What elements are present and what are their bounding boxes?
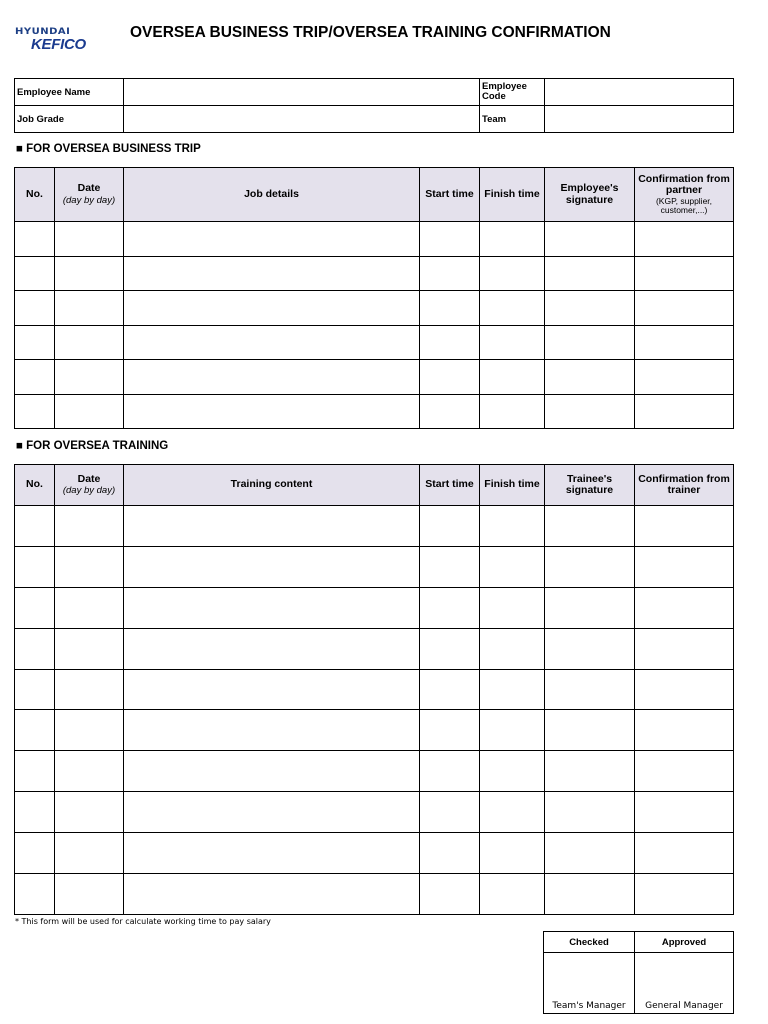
table-cell[interactable]	[635, 710, 734, 751]
col-confirmation-partner-note: (KGP, supplier, customer,...)	[655, 195, 713, 215]
table-cell[interactable]	[420, 874, 480, 915]
business-trip-heading: ■ FOR OVERSEA BUSINESS TRIP	[16, 143, 201, 155]
table-cell[interactable]	[55, 751, 124, 792]
table-cell[interactable]	[635, 360, 734, 395]
table-row	[15, 546, 734, 587]
employee-name-label: Employee Name	[15, 79, 124, 106]
table-cell[interactable]	[635, 833, 734, 874]
job-grade-field[interactable]	[124, 106, 480, 133]
table-cell[interactable]	[420, 394, 480, 429]
table-cell[interactable]	[15, 291, 55, 326]
company-logo-line2: KEFICO	[31, 36, 86, 53]
table-cell[interactable]	[55, 710, 124, 751]
table-cell[interactable]	[480, 669, 545, 710]
table-cell[interactable]	[480, 792, 545, 833]
table-cell[interactable]	[545, 833, 635, 874]
table-cell[interactable]	[635, 874, 734, 915]
table-cell[interactable]	[420, 546, 480, 587]
table-cell[interactable]	[635, 669, 734, 710]
employee-info-table	[14, 78, 734, 133]
table-cell[interactable]	[15, 360, 55, 395]
table-cell[interactable]	[124, 833, 420, 874]
table-cell[interactable]	[420, 291, 480, 326]
table-cell[interactable]	[545, 587, 635, 628]
table-cell[interactable]	[55, 874, 124, 915]
approval-table	[543, 931, 734, 1014]
job-grade-label: Job Grade	[15, 106, 124, 133]
table-cell[interactable]	[55, 669, 124, 710]
col-employee-signature: Employee's signature	[545, 168, 635, 222]
table-cell[interactable]	[480, 751, 545, 792]
table-row	[15, 874, 734, 915]
table-cell[interactable]	[545, 546, 635, 587]
table-row	[15, 291, 734, 326]
col-date	[55, 168, 124, 222]
col-no: No.	[15, 465, 55, 506]
table-cell[interactable]	[635, 751, 734, 792]
table-cell[interactable]	[420, 506, 480, 547]
table-cell[interactable]	[635, 546, 734, 587]
table-cell[interactable]	[480, 256, 545, 291]
table-cell[interactable]	[420, 587, 480, 628]
table-cell[interactable]	[545, 669, 635, 710]
col-confirmation-trainer: Confirmation from trainer	[635, 465, 734, 506]
employee-code-label: Employee Code	[480, 79, 545, 106]
table-cell[interactable]	[635, 792, 734, 833]
col-date-label: Date	[77, 472, 101, 485]
table-cell[interactable]	[420, 360, 480, 395]
table-cell[interactable]	[55, 325, 124, 360]
col-start-time: Start time	[420, 168, 480, 222]
table-cell[interactable]	[15, 628, 55, 669]
table-cell[interactable]	[55, 792, 124, 833]
table-cell[interactable]	[15, 874, 55, 915]
table-row	[15, 669, 734, 710]
table-cell[interactable]	[55, 394, 124, 429]
table-cell[interactable]	[15, 669, 55, 710]
business-trip-table	[14, 167, 734, 429]
col-date-label: Date	[77, 182, 101, 194]
table-cell[interactable]	[420, 751, 480, 792]
table-cell[interactable]	[635, 394, 734, 429]
table-cell[interactable]	[480, 291, 545, 326]
table-row	[15, 325, 734, 360]
col-confirmation-partner-label: Confirmation from partner	[638, 172, 730, 196]
employee-code-field[interactable]	[545, 79, 734, 106]
table-row	[15, 222, 734, 257]
team-field[interactable]	[545, 106, 734, 133]
table-cell[interactable]	[545, 506, 635, 547]
table-cell[interactable]	[124, 874, 420, 915]
table-cell[interactable]	[124, 546, 420, 587]
table-cell[interactable]	[15, 222, 55, 257]
table-cell[interactable]	[545, 710, 635, 751]
table-cell[interactable]	[55, 628, 124, 669]
table-cell[interactable]	[545, 325, 635, 360]
table-row	[15, 751, 734, 792]
training-heading: ■ FOR OVERSEA TRAINING	[16, 440, 169, 452]
training-table	[14, 464, 734, 915]
table-cell[interactable]	[124, 628, 420, 669]
table-cell[interactable]	[124, 587, 420, 628]
table-cell[interactable]	[545, 751, 635, 792]
table-cell[interactable]	[420, 222, 480, 257]
table-cell[interactable]	[545, 628, 635, 669]
table-cell[interactable]	[480, 833, 545, 874]
table-cell[interactable]	[15, 506, 55, 547]
table-cell[interactable]	[480, 506, 545, 547]
table-cell[interactable]	[55, 222, 124, 257]
table-cell[interactable]	[480, 325, 545, 360]
col-training-content: Training content	[124, 465, 420, 506]
table-cell[interactable]	[420, 792, 480, 833]
table-cell[interactable]	[635, 506, 734, 547]
col-no: No.	[15, 168, 55, 222]
table-cell[interactable]	[545, 222, 635, 257]
table-cell[interactable]	[55, 291, 124, 326]
table-cell[interactable]	[420, 833, 480, 874]
table-cell[interactable]	[55, 546, 124, 587]
table-cell[interactable]	[55, 506, 124, 547]
col-date-sub: (day by day)	[62, 194, 116, 206]
table-cell[interactable]	[124, 506, 420, 547]
table-cell[interactable]	[15, 792, 55, 833]
col-date-sub: (day by day)	[62, 485, 116, 496]
col-confirmation-partner	[635, 168, 734, 222]
table-row	[15, 710, 734, 751]
checked-label: Checked	[544, 932, 635, 953]
table-row	[15, 628, 734, 669]
col-finish-time: Finish time	[480, 465, 545, 506]
team-label: Team	[480, 106, 545, 133]
table-cell[interactable]	[480, 710, 545, 751]
company-logo-line1: HYUNDAI	[15, 27, 71, 37]
table-row	[15, 394, 734, 429]
col-job-details: Job details	[124, 168, 420, 222]
col-finish-time: Finish time	[480, 168, 545, 222]
table-cell[interactable]	[420, 710, 480, 751]
table-cell[interactable]	[55, 833, 124, 874]
table-cell[interactable]	[545, 291, 635, 326]
table-cell[interactable]	[124, 222, 420, 257]
table-cell[interactable]	[15, 587, 55, 628]
table-row	[15, 833, 734, 874]
table-cell[interactable]	[15, 833, 55, 874]
table-cell[interactable]	[545, 792, 635, 833]
table-cell[interactable]	[55, 587, 124, 628]
table-cell[interactable]	[420, 669, 480, 710]
table-row	[15, 360, 734, 395]
table-cell[interactable]	[124, 325, 420, 360]
table-cell[interactable]	[124, 710, 420, 751]
table-row	[15, 792, 734, 833]
team-manager-label: Team's Manager	[552, 1001, 626, 1011]
general-manager-label: General Manager	[645, 1001, 723, 1011]
table-cell[interactable]	[545, 394, 635, 429]
table-cell[interactable]	[124, 792, 420, 833]
col-date	[55, 465, 124, 506]
table-cell[interactable]	[124, 751, 420, 792]
table-cell[interactable]	[15, 256, 55, 291]
table-cell[interactable]	[15, 710, 55, 751]
table-cell[interactable]	[635, 222, 734, 257]
table-cell[interactable]	[55, 360, 124, 395]
table-cell[interactable]	[480, 360, 545, 395]
table-row	[15, 256, 734, 291]
table-row	[15, 587, 734, 628]
table-cell[interactable]	[545, 360, 635, 395]
table-cell[interactable]	[545, 874, 635, 915]
table-cell[interactable]	[480, 628, 545, 669]
approved-signature-box[interactable]	[635, 953, 734, 1014]
page-title: OVERSEA BUSINESS TRIP/OVERSEA TRAINING CONFIRMATION	[130, 24, 611, 41]
table-cell[interactable]	[635, 256, 734, 291]
table-cell[interactable]	[420, 325, 480, 360]
table-cell[interactable]	[635, 628, 734, 669]
col-trainee-signature: Trainee's signature	[545, 465, 635, 506]
table-cell[interactable]	[124, 394, 420, 429]
employee-name-field[interactable]	[124, 79, 480, 106]
table-cell[interactable]	[124, 291, 420, 326]
table-cell[interactable]	[480, 587, 545, 628]
approved-label: Approved	[635, 932, 734, 953]
table-cell[interactable]	[635, 587, 734, 628]
table-cell[interactable]	[480, 874, 545, 915]
table-cell[interactable]	[15, 325, 55, 360]
table-cell[interactable]	[545, 256, 635, 291]
table-cell[interactable]	[480, 222, 545, 257]
table-cell[interactable]	[480, 546, 545, 587]
table-cell[interactable]	[124, 669, 420, 710]
table-cell[interactable]	[124, 256, 420, 291]
table-cell[interactable]	[635, 325, 734, 360]
table-cell[interactable]	[420, 256, 480, 291]
table-cell[interactable]	[635, 291, 734, 326]
table-row	[15, 506, 734, 547]
table-cell[interactable]	[55, 256, 124, 291]
table-cell[interactable]	[15, 546, 55, 587]
checked-signature-box[interactable]	[544, 953, 635, 1014]
col-start-time: Start time	[420, 465, 480, 506]
table-cell[interactable]	[420, 628, 480, 669]
table-cell[interactable]	[124, 360, 420, 395]
table-cell[interactable]	[480, 394, 545, 429]
table-cell[interactable]	[15, 751, 55, 792]
table-cell[interactable]	[15, 394, 55, 429]
footnote: * This form will be used for calculate working time to pay salary	[15, 917, 271, 926]
